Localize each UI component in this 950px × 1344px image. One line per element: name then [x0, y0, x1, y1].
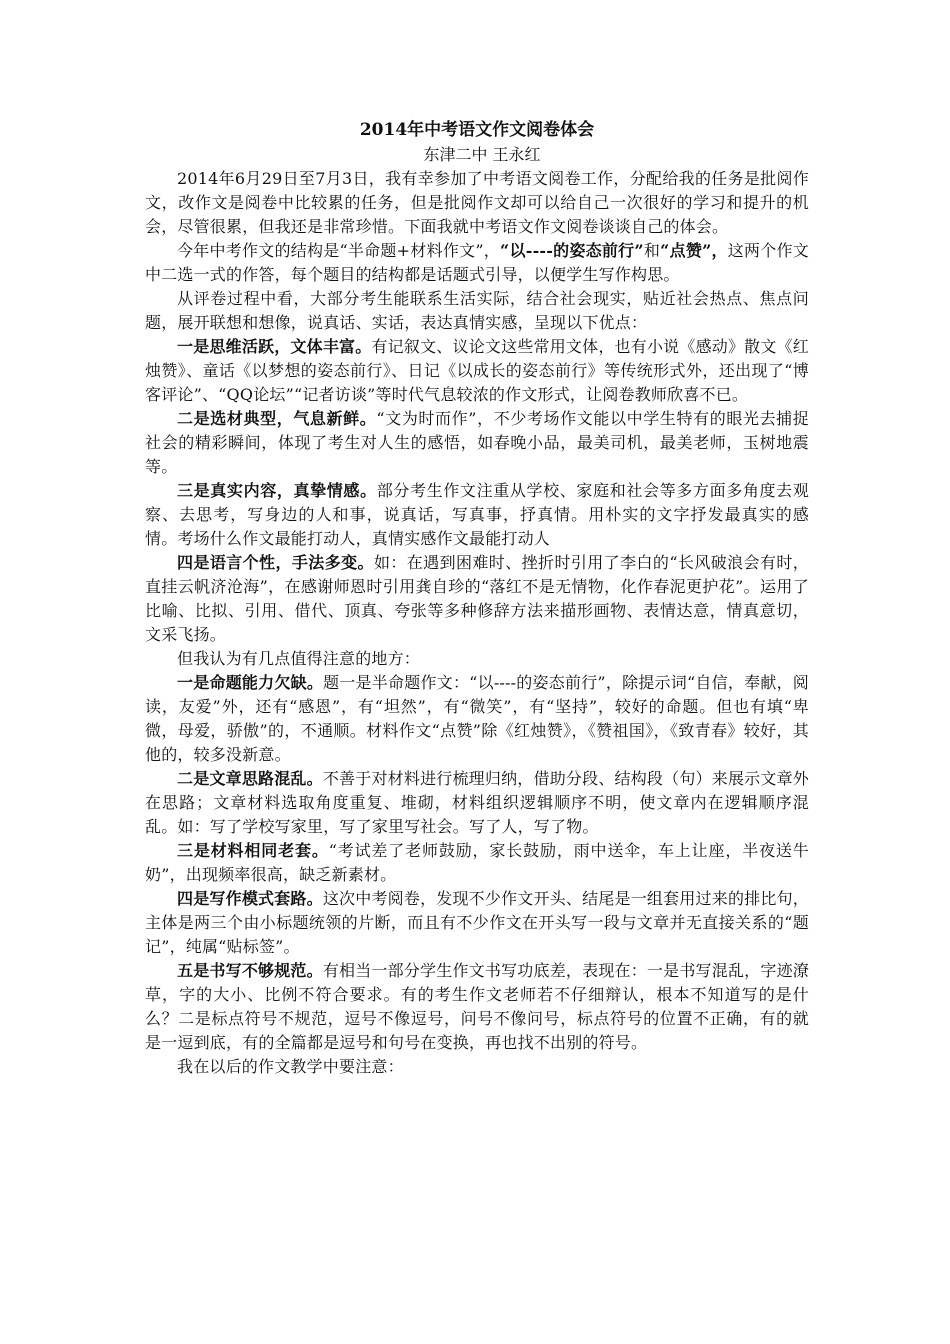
paragraph-text: 但我认为有几点值得注意的地方：	[177, 649, 421, 668]
paragraph-issue-5	[145, 959, 809, 1055]
paragraph-lead: 四是写作模式套路。	[177, 889, 323, 908]
paragraph-text: “考试差了老师鼓励，家长鼓励，雨中送伞，车上让座，半夜送牛奶”，出现频率很高，缺乏新素材。	[145, 841, 809, 884]
paragraph-issue-4	[145, 887, 809, 959]
document-title: 2014年中考语文作文阅卷体会	[359, 120, 595, 140]
paragraph-text: 不善于对材料进行梳理归纳，借助分段、结构段（句）来展示文章外在思路；文章材料选取角度重复、堆砌，材料组织逻辑顺序不明，使文章内在逻辑顺序混乱。如：写了学校写家里，写了家里写社会。写了人，写了物。	[145, 769, 809, 836]
paragraph-text: “文为时而作”，不少考场作文能以中学生特有的眼光去捕捉社会的精彩瞬间，体现了考生对人生的感悟，如春晚小品，最美司机，最美老师，玉树地震等。	[145, 409, 809, 476]
bold-topic-one: “以----的姿态前行”	[500, 241, 644, 260]
paragraph-merit-4	[145, 551, 809, 647]
paragraph-text: 有相当一部分学生作文书写功底差，表现在：一是书写混乱，字迹潦草，字的大小、比例不符合要求。有的考生作文老师若不仔细辩认，根本不知道写的是什么？二是标点符号不规范，逗号不像逗号，问号不像问号，标点符号的位置不正确，有的就是一逗到底，有的全篇都是逗号和句号在变换，再也找不出别的符号。	[145, 961, 809, 1052]
paragraph-text: 如：在遇到困难时、挫折时引用了李白的“长风破浪会有时，直挂云帆济沧海”，在感谢师恩时引用龚自珍的“落红不是无情物，化作春泥更护花”。运用了比喻、比拟、引用、借代、顶真、夸张等多种修辞方法来描形画物、表情达意，情真意切，文采飞扬。	[145, 553, 809, 644]
paragraph-lead: 一是思维活跃，文体丰富。	[177, 337, 372, 356]
paragraph-issue-1	[145, 671, 809, 767]
paragraph-text: 有记叙文、议论文这些常用文体，也有小说《感动》散文《红烛赞》、童话《以梦想的姿态前行》、日记《以成长的姿态前行》等传统形式外，还出现了“博客评论”、“QQ论坛”“记者访谈”等时代气息较浓的作文形式，让阅卷教师欣喜不已。	[145, 337, 809, 404]
paragraph-merit-3	[145, 479, 809, 551]
paragraph-merit-2	[145, 407, 809, 479]
paragraph-issue-3	[145, 839, 809, 887]
paragraph-text: 2014年6月29日至7月3日，我有幸参加了中考语文阅卷工作，分配给我的任务是批阅作文，改作文是阅卷中比较累的任务，但是批阅作文却可以给自己一次很好的学习和提升的机会，尽管很累，但我还是非常珍惜。下面我就中考语文作文阅卷谈谈自己的体会。	[145, 169, 809, 236]
paragraph-text: 部分考生作文注重从学校、家庭和社会等多方面多角度去观察、去思考，写身边的人和事，说真话，写真事，抒真情。用朴实的文字抒发最真实的感情。考场什么作文最能打动人，真情实感作文最能打动人	[145, 481, 809, 548]
paragraph-lead: 三是真实内容，真挚情感。	[177, 481, 377, 500]
paragraph-text: 今年中考作文的结构是“半命题+材料作文”，	[177, 241, 501, 260]
paragraph-lead: 二是文章思路混乱。	[177, 769, 323, 788]
paragraph-lead: 五是书写不够规范。	[177, 961, 323, 980]
paragraph-issue-2	[145, 767, 809, 839]
paragraph-text: 我在以后的作文教学中要注意：	[177, 1057, 404, 1076]
paragraph-text: 题一是半命题作文：“以----的姿态前行”，除提示词“自信，奉献，阅读，友爱”外，还有“感恩”，有“坦然”，有“微笑”，有“坚持”，较好的命题。但也有填“卑微，母爱，骄傲”的，不通顺。材料作文“点赞”除《红烛赞》，《赞祖国》，《致青春》较好，其他的，较多没新意。	[145, 673, 809, 764]
paragraph-lead: 一是命题能力欠缺。	[177, 673, 324, 692]
document-author: 东津二中 王永红	[423, 145, 541, 164]
paragraph-text: 从评卷过程中看，大部分考生能联系生活实际，结合社会现实，贴近社会热点、焦点问题，展开联想和想像，说真话、实话，表达真情实感，呈现以下优点：	[145, 289, 809, 332]
paragraph-lead: 四是语言个性，手法多变。	[177, 553, 374, 572]
paragraph-closing	[145, 1055, 809, 1079]
paragraph-structure	[145, 239, 809, 287]
paragraph-text: 这两个作文中二选一式的作答，每个题目的结构都是话题式引导，以便学生写作构思。	[145, 241, 809, 284]
paragraph-lead: 三是材料相同老套。	[177, 841, 329, 860]
paragraph-text: 和	[643, 241, 661, 260]
document-page	[145, 118, 809, 1079]
paragraph-issues-intro	[145, 647, 809, 671]
paragraph-merit-1	[145, 335, 809, 407]
bold-topic-two: “点赞”，	[660, 241, 728, 260]
paragraph-intro	[145, 167, 809, 239]
paragraph-lead: 二是选材典型，气息新鲜。	[177, 409, 377, 428]
paragraph-text: 这次中考阅卷，发现不少作文开头、结尾是一组套用过来的排比句，主体是两三个由小标题统领的片断，而且有不少作文在开头写一段与文章并无直接关系的“题记”，纯属“贴标签”。	[145, 889, 809, 956]
paragraph-overview	[145, 287, 809, 335]
